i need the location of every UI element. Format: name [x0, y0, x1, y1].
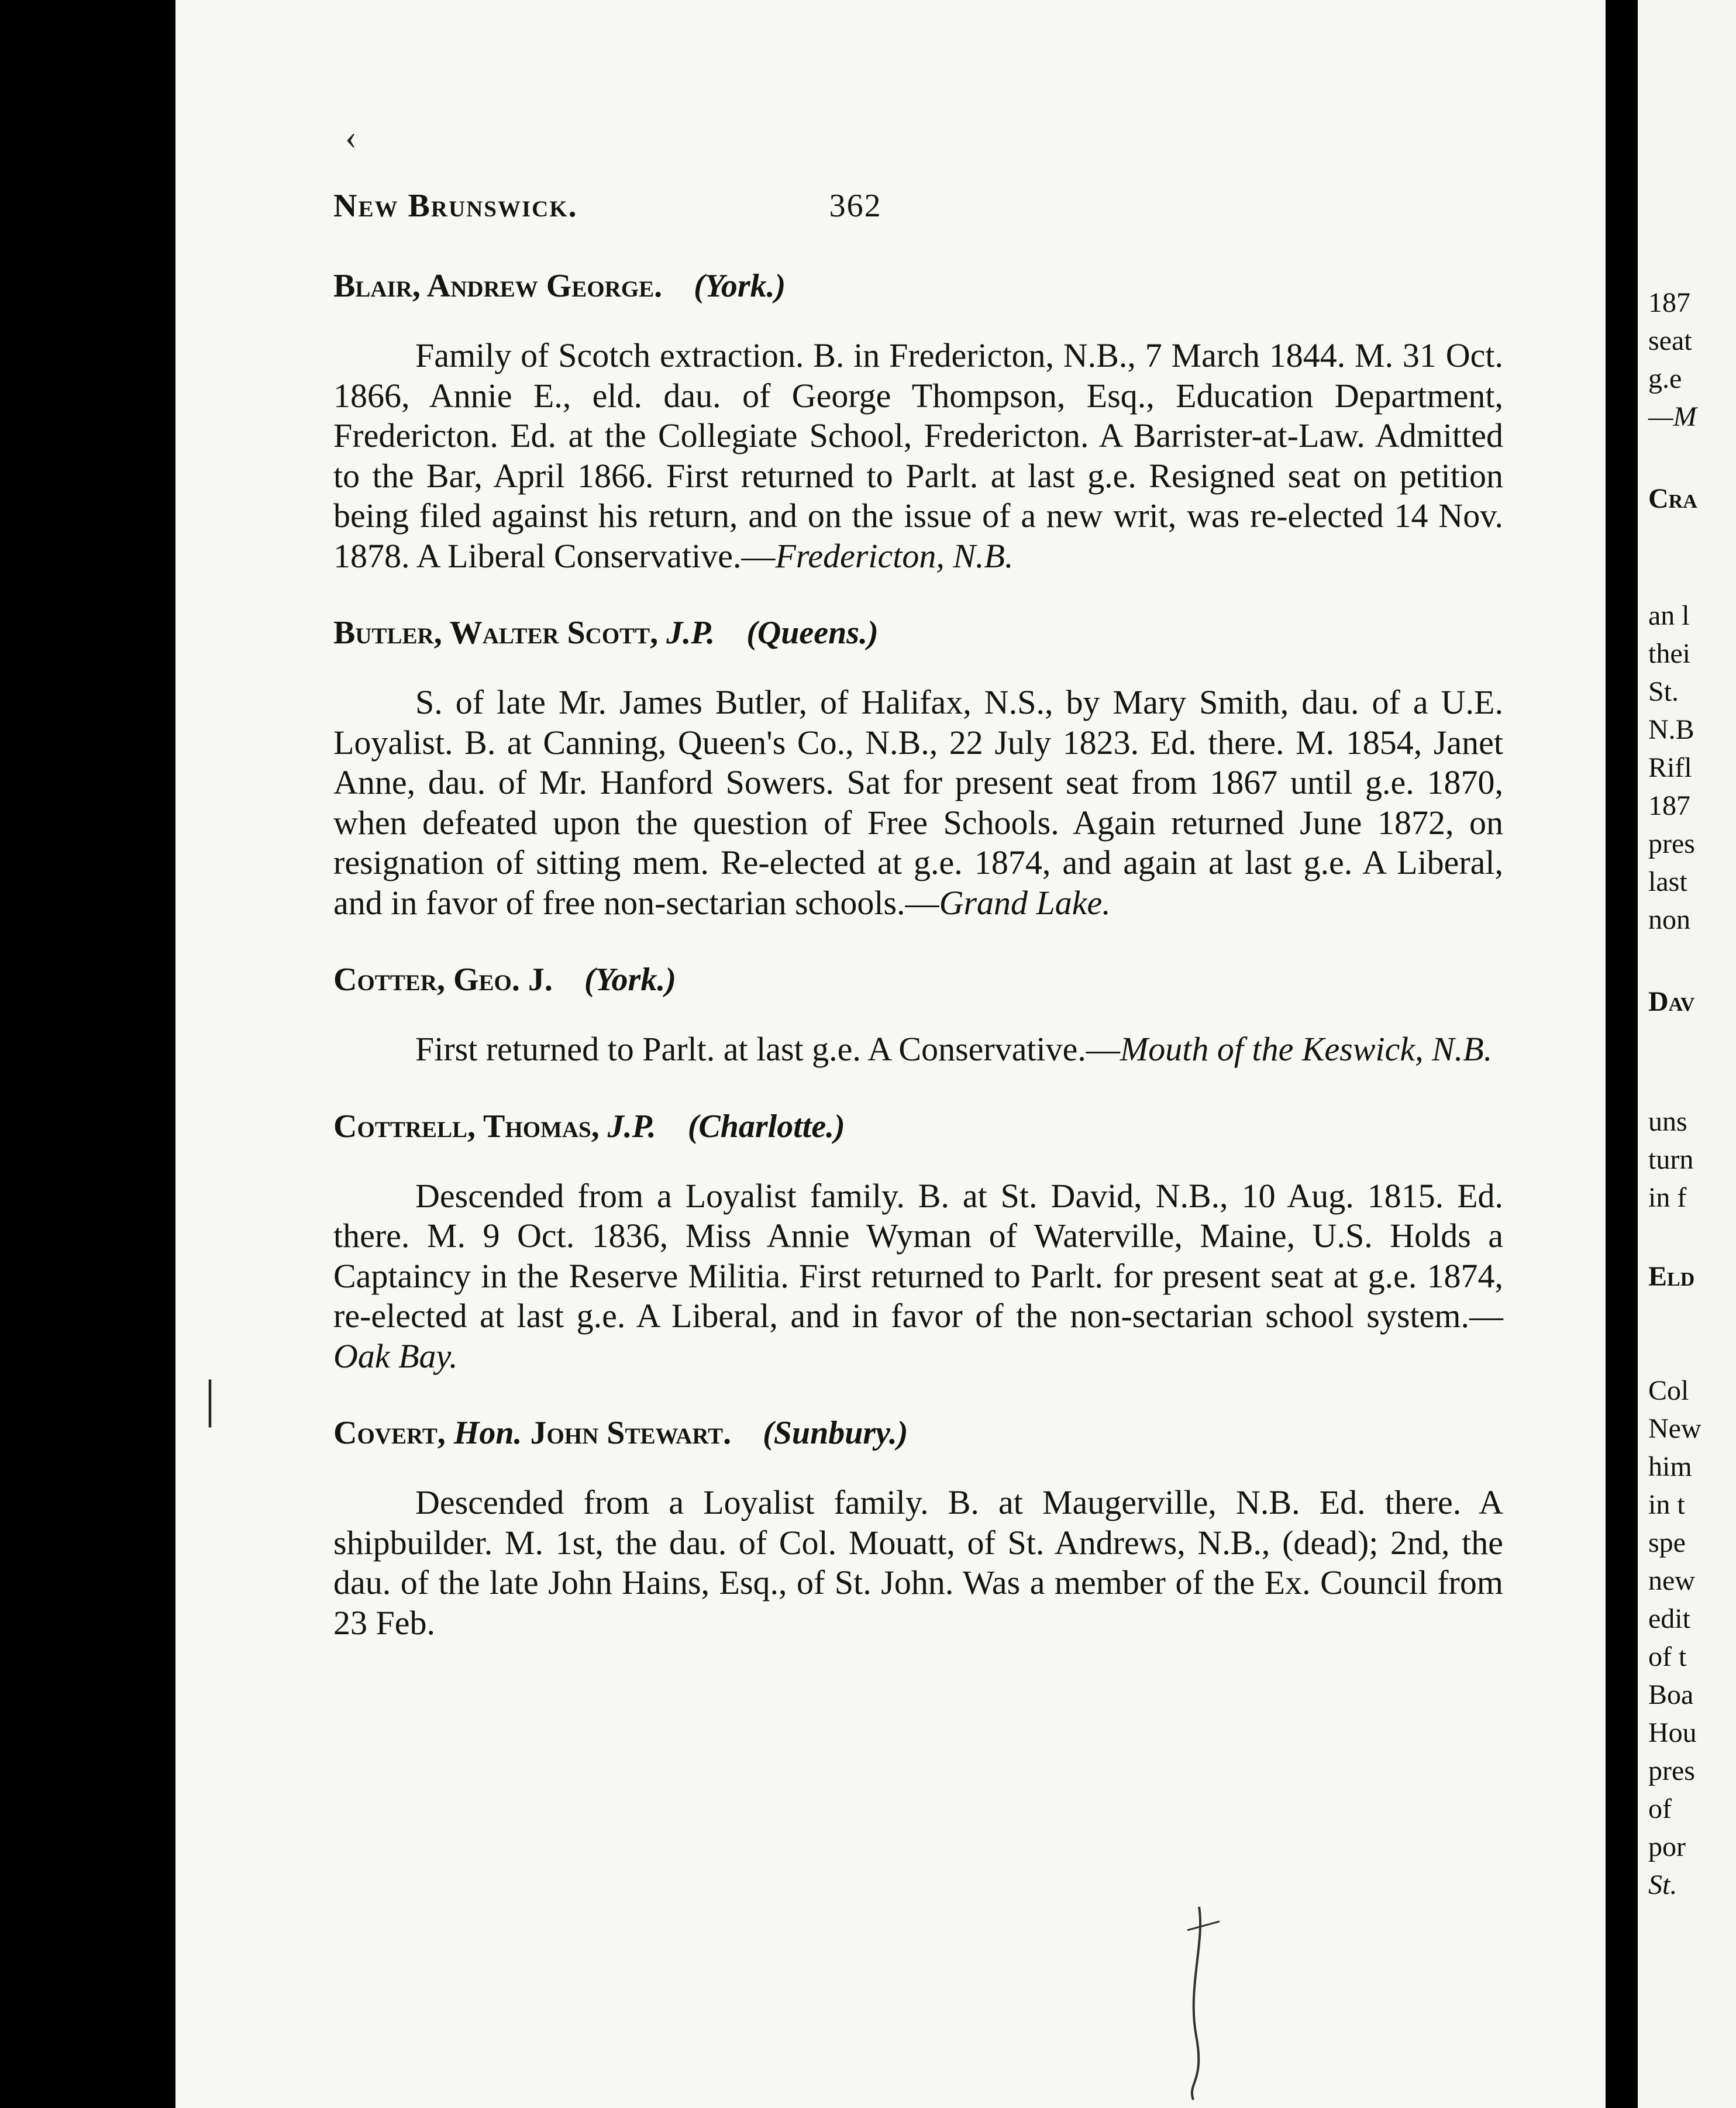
side-fragment: pres: [1648, 1755, 1695, 1786]
page-gutter: [1606, 0, 1638, 2108]
side-fragment: last: [1648, 866, 1687, 897]
side-fragment: new: [1648, 1565, 1695, 1596]
side-fragment: Col: [1648, 1375, 1689, 1406]
side-fragment: seat: [1648, 325, 1692, 356]
side-fragment: non: [1648, 904, 1690, 935]
entry-constituency: (York.): [694, 268, 786, 304]
side-fragment: of t: [1648, 1641, 1687, 1672]
entry-text: Family of Scotch extraction. B. in Fredericton, N.B., 7 March 1844. M. 31 Oct. 1866, Annie E., eld. dau. of George Thompson, Esq., Education Department, Fredericton. Ed. at the Collegiate School, Fredericton. A Barrister-at-Law. Admitted to the Bar, April 1866. First returned to Parlt. at last g.e. Resigned seat on petition being filed against his return, and on the issue of a new writ, was re-elected 14 Nov. 1878. A Liberal Conservative.—: [333, 336, 1503, 575]
side-fragment: Rifl: [1648, 752, 1692, 783]
entry-given-names: John Stewart.: [530, 1415, 732, 1451]
entry-given-names: Walter Scott,: [449, 615, 659, 651]
entry-text: Descended from a Loyalist family. B. at Maugerville, N.B. Ed. there. A shipbuilder. M. 1st, the dau. of Col. Mouatt, of St. Andrews, N.B., (dead); 2nd, the dau. of the late John Hains, Esq., of St. John. Was a member of the Ex. Council from 23 Feb.: [333, 1483, 1503, 1642]
scan-scribble: [1164, 1895, 1258, 2106]
side-fragment: g.e: [1648, 363, 1682, 394]
entry-surname: Cotter,: [333, 962, 445, 998]
side-fragment: Hou: [1648, 1717, 1697, 1748]
entry-given-names: Andrew George.: [426, 268, 663, 304]
entry-surname: Cottrell,: [333, 1108, 476, 1145]
entry-title: J.P.: [666, 615, 715, 651]
member-entry: [333, 959, 1503, 1070]
entry-given-names: Thomas,: [483, 1108, 600, 1145]
page-number: 362: [829, 188, 882, 224]
side-fragment: pres: [1648, 828, 1695, 859]
scan-mark: ‹: [345, 118, 357, 156]
side-fragment: turn: [1648, 1144, 1694, 1175]
member-entry: [333, 612, 1503, 923]
entry-address: Mouth of the Keswick, N.B.: [1120, 1030, 1493, 1068]
side-fragment: thei: [1648, 638, 1690, 669]
side-fragment: —M: [1648, 401, 1697, 432]
entry-body: [333, 1029, 1503, 1070]
entry-constituency: (Queens.): [746, 615, 879, 651]
entry-constituency: (Charlotte.): [687, 1108, 845, 1145]
entry-heading: [333, 959, 1503, 1000]
side-fragment: uns: [1648, 1106, 1687, 1137]
entry-constituency: (York.): [584, 962, 676, 998]
entry-address: Fredericton, N.B.: [775, 536, 1014, 575]
entry-body: [333, 683, 1503, 923]
entry-heading: [333, 1106, 1503, 1147]
side-fragment: N.B: [1648, 714, 1694, 745]
side-fragment: in f: [1648, 1182, 1687, 1213]
entry-text: S. of late Mr. James Butler, of Halifax, N.S., by Mary Smith, dau. of a U.E. Loyalist. B. at Canning, Queen's Co., N.B., 22 July 1823. Ed. there. M. 1854, Janet Anne, dau. of Mr. Hanford Sowers. Sat for present seat from 1867 until g.e. 1870, when defeated upon the question of Free Schools. Again returned June 1872, on resignation of sitting mem. Re-elected at g.e. 1874, and again at last g.e. A Liberal, and in favor of free non-sectarian schools.—: [333, 683, 1503, 922]
side-fragment: Eld: [1648, 1261, 1695, 1292]
side-fragment: Boa: [1648, 1679, 1694, 1710]
entry-surname: Butler,: [333, 615, 442, 651]
side-fragment: 187: [1648, 287, 1690, 318]
side-fragment: spe: [1648, 1527, 1686, 1558]
entry-body: [333, 1176, 1503, 1377]
side-fragment: St.: [1648, 676, 1679, 707]
entry-heading: [333, 266, 1503, 306]
scan-mark: |: [205, 1370, 216, 1428]
member-entry: [333, 1106, 1503, 1377]
side-fragment: in t: [1648, 1489, 1685, 1520]
entry-surname: Blair,: [333, 268, 421, 304]
entry-title: Hon.: [453, 1415, 522, 1451]
entry-text: Descended from a Loyalist family. B. at St. David, N.B., 10 Aug. 1815. Ed. there. M. 9 Oct. 1836, Miss Annie Wyman of Waterville, Maine, U.S. Holds a Captaincy in the Reserve Militia. First returned to Parlt. for present seat at g.e. 1874, re-elected at last g.e. A Liberal, and in favor of the non-sectarian school system.—: [333, 1176, 1503, 1335]
side-fragment: St.: [1648, 1869, 1678, 1900]
side-fragment: an l: [1648, 600, 1690, 631]
entry-text: First returned to Parlt. at last g.e. A Conservative.—: [415, 1030, 1120, 1068]
running-head-section: New Brunswick.: [333, 188, 578, 224]
side-fragment: Dav: [1648, 986, 1695, 1017]
side-fragment: Cra: [1648, 483, 1697, 514]
entry-body: [333, 1483, 1503, 1643]
member-entry: [333, 1413, 1503, 1643]
page-content: [333, 187, 1503, 1679]
entry-title: J.P.: [607, 1108, 656, 1145]
entry-address: Oak Bay.: [333, 1337, 458, 1375]
entry-constituency: (Sunbury.): [763, 1415, 908, 1451]
entry-given-names: Geo. J.: [453, 962, 553, 998]
entry-heading: [333, 612, 1503, 653]
entry-surname: Covert,: [333, 1415, 446, 1451]
side-fragment: him: [1648, 1451, 1692, 1482]
side-fragment: 187: [1648, 790, 1690, 821]
side-fragment: edit: [1648, 1603, 1690, 1634]
side-fragment: por: [1648, 1831, 1686, 1862]
member-entry: [333, 266, 1503, 576]
side-fragment: of: [1648, 1793, 1672, 1824]
running-head: [333, 187, 1503, 225]
entry-address: Grand Lake.: [939, 883, 1111, 922]
entry-body: [333, 336, 1503, 576]
side-fragment: New: [1648, 1413, 1701, 1444]
adjacent-page-sliver: [1638, 0, 1736, 2108]
entry-heading: [333, 1413, 1503, 1453]
